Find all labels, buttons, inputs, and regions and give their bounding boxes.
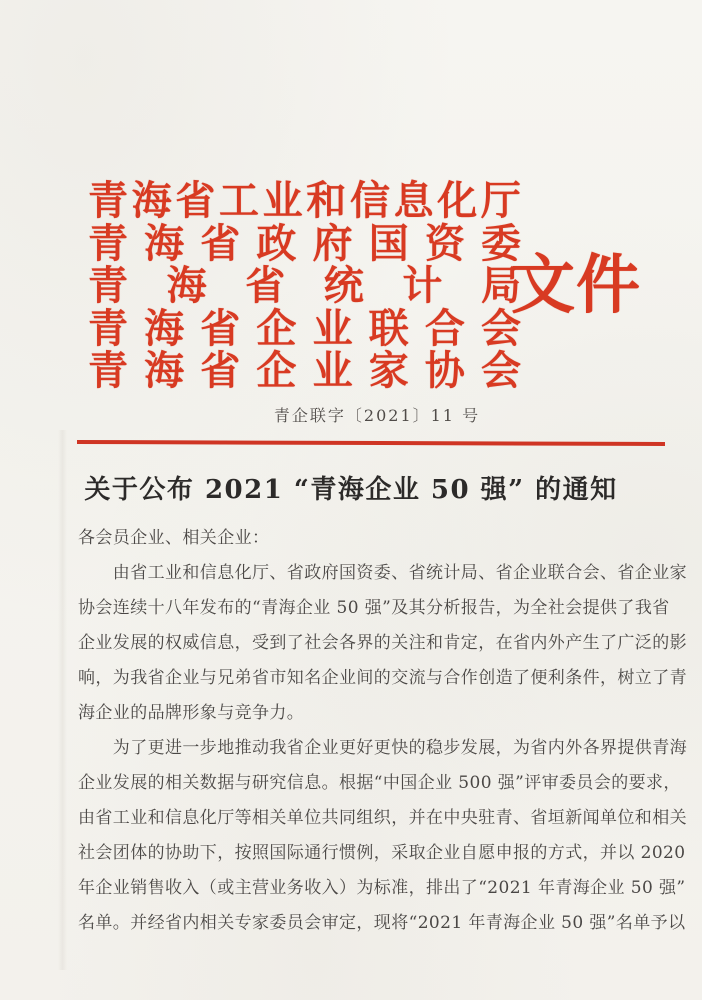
letterhead-char: 信 [349, 177, 390, 224]
letterhead-agency-line [88, 219, 521, 267]
body-text [78, 521, 687, 941]
letterhead-char: 业 [312, 304, 353, 352]
red-divider-line [77, 440, 665, 446]
letterhead-char: 协 [424, 347, 465, 394]
body-line: 名单。并经省内相关专家委员会审定，现将“2021 年青海企业 50 强”名单予以 [78, 913, 686, 933]
letterhead-char: 家 [368, 347, 409, 394]
letterhead-char: 业 [312, 347, 353, 394]
letterhead-char: 省 [200, 347, 241, 394]
letterhead-char: 厅 [480, 177, 521, 224]
letterhead-char: 海 [144, 304, 185, 352]
reference-number: 青企联字〔2021〕11 号 [273, 406, 481, 425]
letterhead-char: 企 [256, 347, 297, 394]
body-line: 企业发展的权威信息，受到了社会各界的关注和肯定，在省内外产生了广泛的影 [78, 633, 687, 653]
letterhead-char: 政 [256, 219, 297, 267]
document-type-label: 文件 [511, 248, 641, 323]
letterhead-char: 资 [424, 219, 465, 267]
salutation [78, 521, 636, 556]
letterhead-char: 工 [218, 177, 259, 224]
body-line: 协会连续十八年发布的“青海企业 50 强”及其分析报告，为全社会提供了我省 [78, 598, 670, 618]
body-line: 年企业销售收入（或主营业务收入）为标准，排出了“2021 年青海企业 50 强” [78, 878, 686, 898]
body-line: 响，为我省企业与兄弟省市知名企业间的交流与合作创造了便利条件，树立了青 [78, 668, 687, 688]
letterhead-char: 国 [368, 219, 409, 267]
letterhead-char: 息 [393, 177, 434, 224]
letterhead-char: 青 [88, 262, 128, 309]
letterhead-char: 局 [480, 262, 521, 309]
letterhead-char: 府 [312, 219, 353, 267]
letterhead-char: 合 [424, 304, 465, 352]
letterhead-char: 和 [306, 177, 347, 224]
letterhead-char: 联 [368, 304, 409, 352]
letterhead-char: 会 [480, 304, 521, 352]
letterhead-char: 青 [88, 219, 128, 267]
letterhead-char: 海 [144, 347, 185, 394]
letterhead-char: 省 [175, 177, 216, 224]
body-line: 企业发展的相关数据与研究信息。根据“中国企业 500 强”评审委员会的要求， [78, 773, 681, 793]
letterhead-char: 省 [200, 219, 241, 267]
letterhead-agency-line [88, 177, 521, 224]
letterhead-char: 企 [256, 304, 297, 352]
letterhead-char: 委 [480, 219, 521, 267]
body-line: 为了更进一步地推动我省企业更好更快的稳步发展，为省内外各界提供青海 [78, 738, 687, 758]
letterhead-char: 计 [402, 262, 443, 309]
letterhead-char: 省 [200, 304, 241, 352]
letterhead-char: 化 [437, 177, 478, 224]
document-title: 关于公布 2021 “青海企业 50 强” 的通知 [84, 475, 618, 505]
letterhead-char: 海 [144, 219, 185, 267]
letterhead-char: 青 [88, 304, 128, 352]
letterhead-char: 海 [166, 262, 207, 309]
letterhead-char: 青 [88, 177, 128, 224]
letterhead-char: 业 [262, 177, 303, 224]
letterhead-char: 统 [323, 262, 364, 309]
letterhead-char: 会 [480, 347, 521, 394]
letterhead-agency-line [88, 262, 521, 309]
body-line: 由省工业和信息化厅等相关单位共同组织，并在中央驻青、省垣新闻单位和相关 [78, 808, 687, 828]
body-line: 海企业的品牌形象与竞争力。 [78, 703, 305, 723]
paper-crease [58, 430, 67, 970]
letterhead-char: 省 [245, 262, 286, 309]
body-line: 各会员企业、相关企业： [78, 528, 270, 548]
letterhead-agency-line [88, 347, 521, 394]
letterhead-agency-list [88, 177, 521, 394]
paragraph-1 [78, 556, 687, 731]
letterhead-char: 青 [88, 347, 128, 394]
letterhead-agency-line [88, 304, 521, 352]
body-line: 社会团体的协助下，按照国际通行惯例，采取企业自愿申报的方式，并以 2020 [78, 843, 686, 863]
paragraph-2 [78, 731, 687, 941]
body-line: 由省工业和信息化厅、省政府国资委、省统计局、省企业联合会、省企业家 [78, 563, 687, 583]
letterhead-char: 海 [131, 177, 172, 224]
